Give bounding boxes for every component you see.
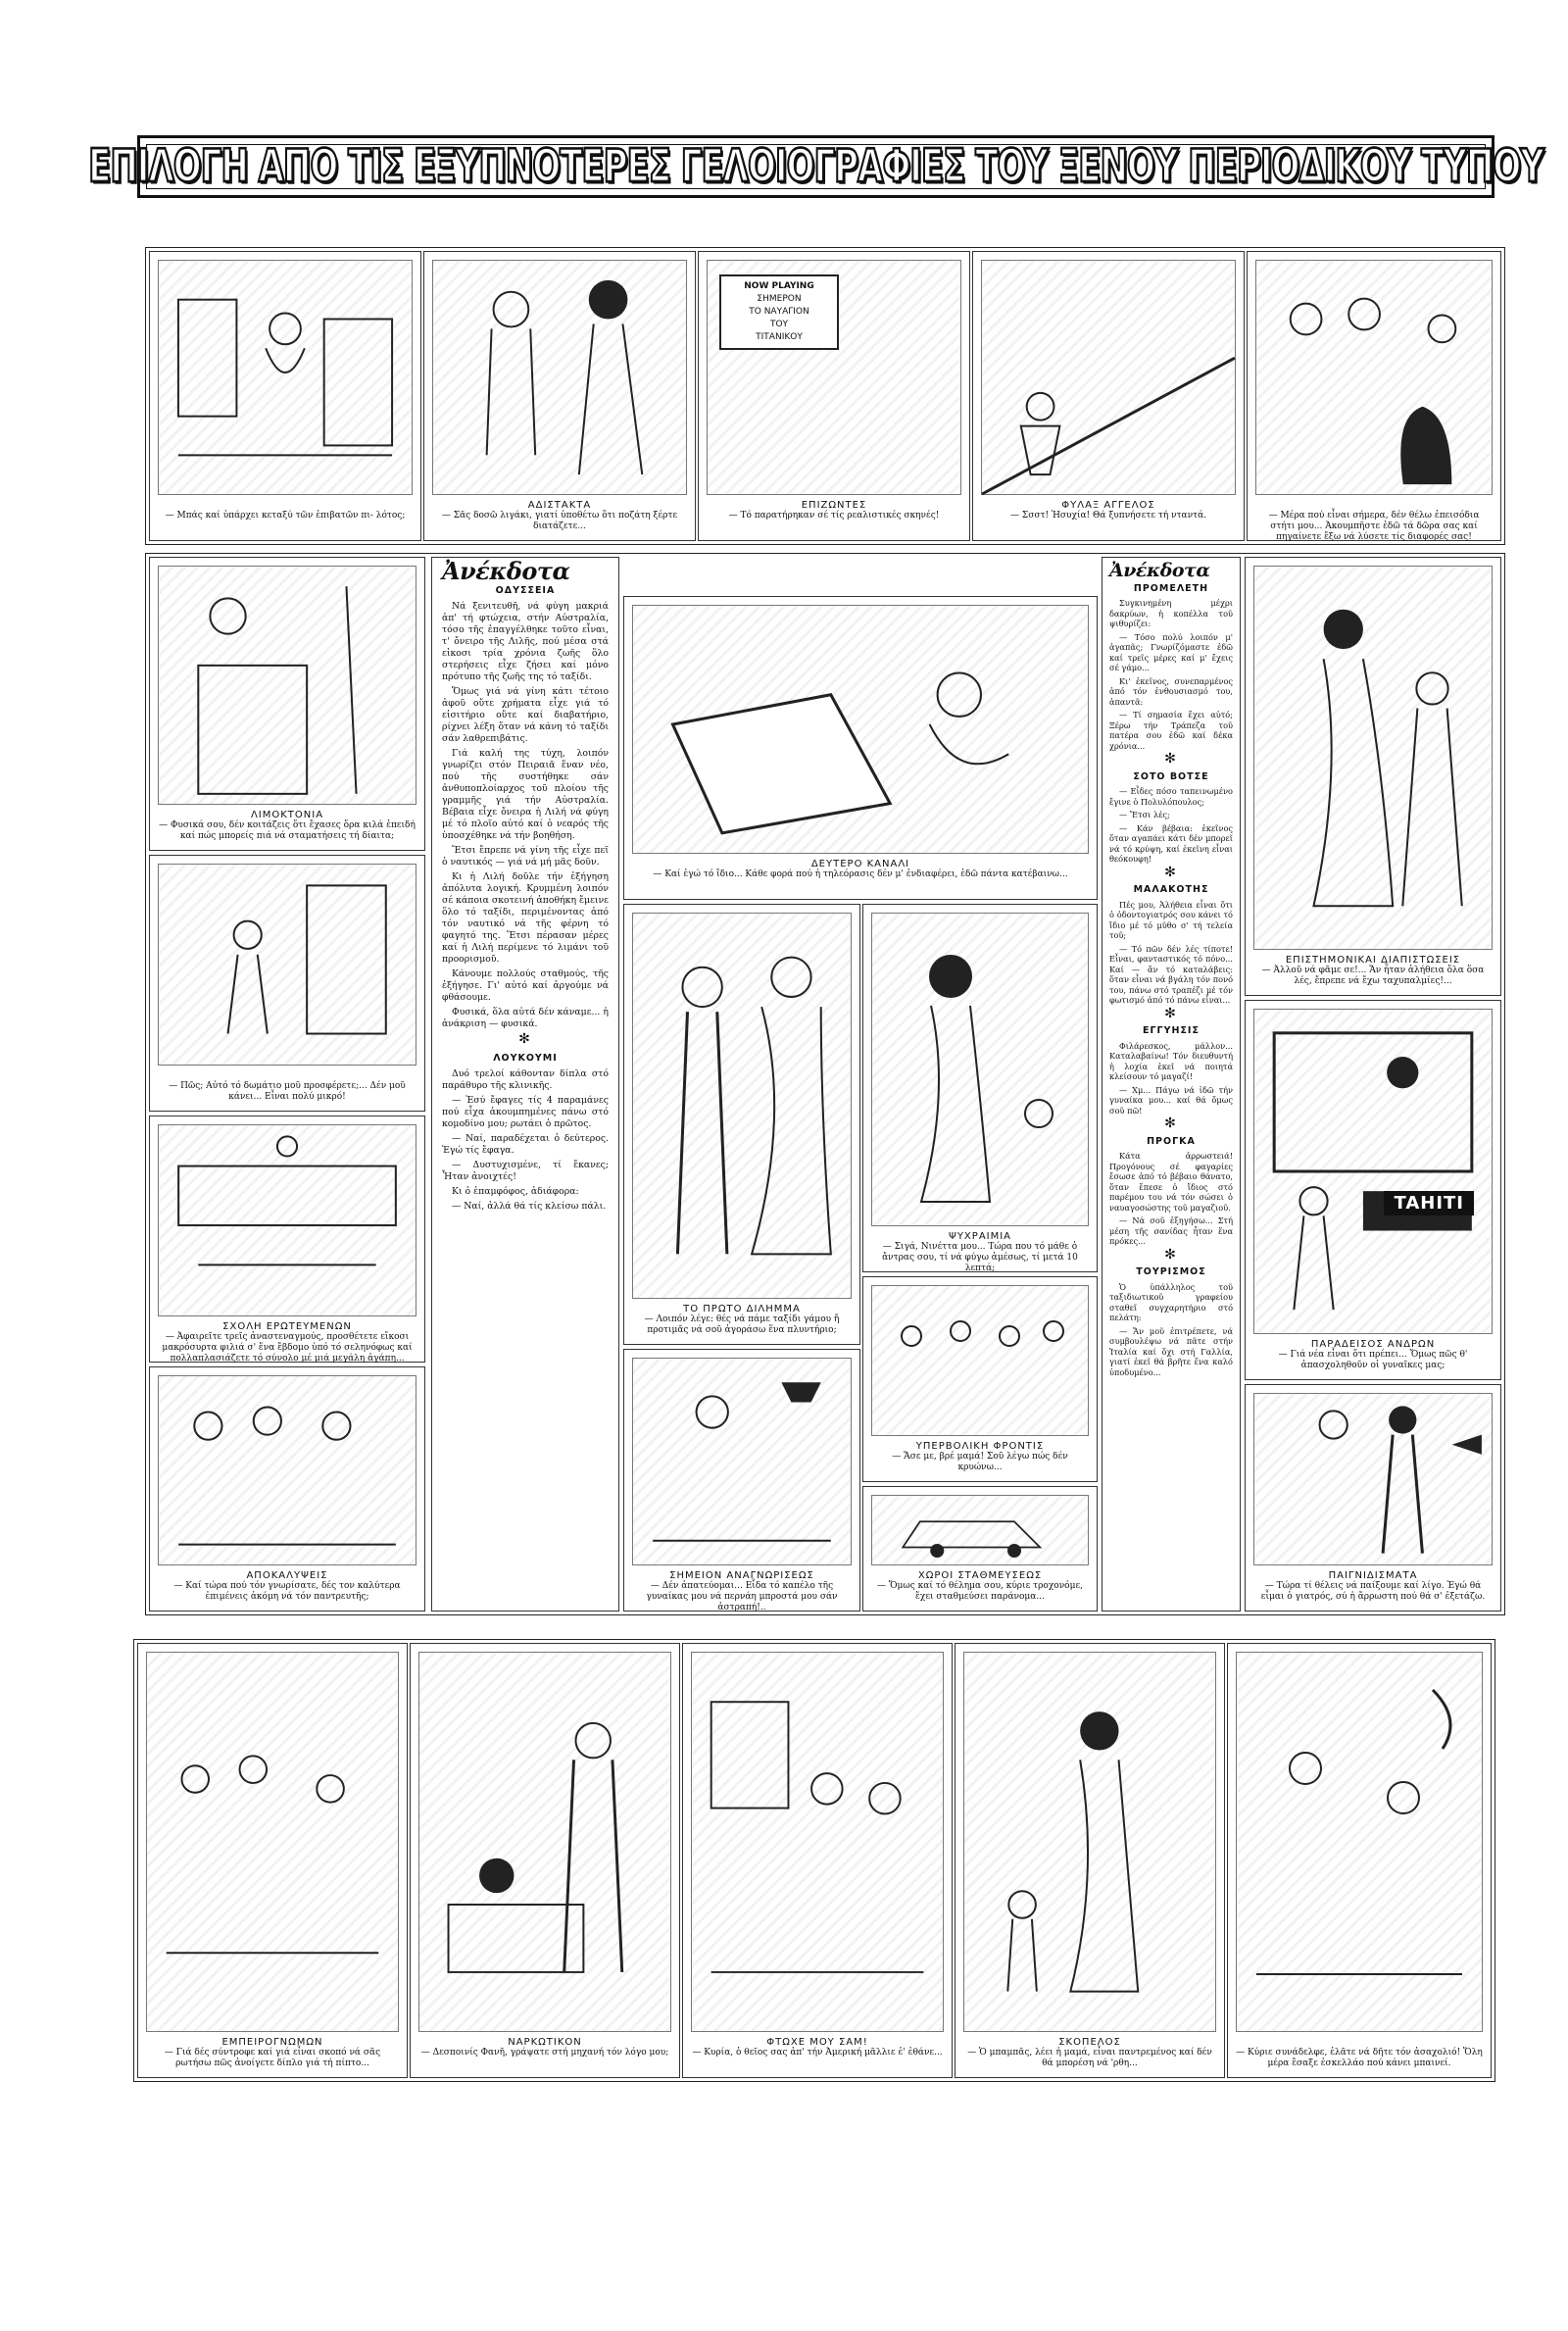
anecdotes-heading: Ἀνέκδοτα <box>442 557 570 585</box>
cartoon-top-5 <box>1247 251 1501 541</box>
story-paragraph: — Νά σοῦ ἐξηγήσω... Στή μέση τῆς σανίδας ἦταν ἕνα πρόκες... <box>1109 1215 1233 1246</box>
cartoon-caption: — Ἀλλοῦ νά φᾶμε σε!... Ἄν ἦταν ἀλήθεια ὅλα ὅσα λές, ἔπρεπε νά ἔχω ταχυπαλμίες!... <box>1261 966 1485 986</box>
story-paragraph: Συγκινημένη μέχρι δακρύων, ἡ κοπέλλα τοῦ ψιθυρίζει: <box>1109 598 1233 628</box>
cartoon-caption: — Σιγά, Νινέττα μου... Τώρα που τό μάθε ὁ ἄντρας σου, τί νά φύγω ἀμέσως, τί μετά 10 λεπτά; <box>882 1242 1078 1273</box>
sign-line-4: ΤΟΥ <box>769 320 789 329</box>
story-paragraph: Κάνουμε πολλούς σταθμούς, τῆς ἐξήγησε. Γι' αὐτό καί ἀργούμε νά φθάσουμε. <box>442 968 609 1003</box>
story-paragraph: Κι ὁ ἐπαμφόφος, ἀδιάφορα: <box>452 1186 579 1197</box>
cartoon-illustration <box>963 1652 1216 2032</box>
story-title: ΕΓΓΥΗΣΙΣ <box>1143 1025 1200 1036</box>
cartoon-illustration <box>707 260 961 495</box>
sign-line-1: NOW PLAYING <box>744 281 814 291</box>
cartoon-title: ΣΗΜΕΙΟΝ ΑΝΑΓΝΩΡΙΣΕΩΣ <box>669 1570 814 1581</box>
cartoon-title: ΠΑΙΓΝΙΔΙΣΜΑΤΑ <box>1328 1570 1418 1581</box>
story-paragraph: — Τί σημασία ἔχει αὐτό; Ξέρω τήν Τράπεζα τοῦ πατέρα σου ἐδῶ καί δέκα χρόνια... <box>1109 710 1233 751</box>
cartoon-title: ΕΠΙΣΤΗΜΟΝΙΚΑΙ ΔΙΑΠΙΣΤΩΣΕΙΣ <box>1285 955 1461 966</box>
cartoon-title: ΤΟ ΠΡΩΤΟ ΔΙΛΗΜΜΑ <box>683 1304 801 1314</box>
story-paragraph: — Ναί, παραδέχεται ὁ δεύτερος. Ἐγώ τίς ἔφαγα. <box>442 1133 609 1156</box>
story-title: ΤΟΥΡΙΣΜΟΣ <box>1136 1266 1206 1277</box>
cartoon-top-2 <box>423 251 696 541</box>
cartoon-illustration <box>158 864 416 1066</box>
cartoon-caption: — Τό παρατήρηκαν σέ τίς ρεαλιστικές σκηνές! <box>728 511 940 521</box>
cartoon-caption: — Τώρα τί θέλεις νά παίξουμε καί λίγο. Ἐγώ θά εἶμαι ὁ γιατρός, σύ ἡ ἄρρωστη πού θά σ' ἐξετάζω. <box>1260 1581 1486 1602</box>
cartoon-center-mid-2 <box>862 904 1098 1272</box>
cartoon-center-bottom-2 <box>862 1486 1098 1612</box>
story-paragraph: Κάτα ἀρρωστειά! Προγόνους σέ φαγαρίες ἔσωσε ἀπό τό βέβαιο θάνατο, ὅταν ἔπεσε ὁ ἴδιος στό παρέμου του νά τόν σώσει ὁ ναυαγοσώστης τοῦ μαγαζιοῦ. <box>1109 1151 1233 1213</box>
cartoon-bottom-3 <box>682 1643 953 2078</box>
cartoon-title: ΦΤΩΧΕ ΜΟΥ ΣΑΜ! <box>766 2037 868 2048</box>
doctor-patient-drawing <box>1254 567 1492 949</box>
cartoon-caption: — Ἄσε με, βρέ μαμά! Σοῦ λέγω πώς δέν κρυώνω... <box>892 1452 1068 1472</box>
cartoon-caption: — Γιά δές σύντροφε καί γιά εἶναι σκοπό νά σᾶς ρωτήσω πῶς ἀνοίγετε δίπλο γιά τή πίπτο... <box>164 2048 381 2068</box>
cartoon-title: ΣΚΟΠΕΛΟΣ <box>1058 2037 1121 2048</box>
story-paragraph: — Δυστυχισμένε, τί ἔκανες; Ἦταν ἀνοιχτές! <box>442 1160 609 1182</box>
airplane-cabin-drawing <box>159 261 412 494</box>
ornament-divider: ✻ <box>1164 1116 1178 1131</box>
cartoon-bottom-1 <box>137 1643 408 2078</box>
story-paragraph: — Ἄν μοῦ ἐπιτρέπετε, νά συμβουλέψω νά πᾶτε στήν Ἰταλία καί ὅχι στή Γαλλία, γιατί ἐκεῖ θά βρῆτε ἕνα καλό ὑποδυμένο... <box>1109 1325 1233 1377</box>
story-paragraph: Κι' ἐκεῖνος, συνεπαρμένος ἀπό τόν ἐνθουσιασμό του, ἀπαντᾶ: <box>1109 675 1233 707</box>
cartoon-center-small <box>862 1276 1098 1482</box>
hat-lady-drawing <box>633 1359 851 1564</box>
lovers-drawing <box>872 914 1088 1225</box>
cartoon-illustration <box>691 1652 944 2032</box>
cartoon-title: ΥΠΕΡΒΟΛΙΚΗ ΦΡΟΝΤΙΣ <box>915 1441 1045 1452</box>
cartoon-caption: — Δέν ἀπατεύομαι... Εἶδα τό καπέλο τῆς γυναίκας μου νά περνάη μπροστά μου σάν ἀστραπή!.. <box>646 1581 838 1612</box>
cartoon-right-1 <box>1245 557 1501 996</box>
hotel-room-drawing <box>159 865 416 1065</box>
cartoon-title: ΑΠΟΚΑΛΥΨΕΙΣ <box>246 1570 328 1581</box>
story-paragraph: — Ναί, ἀλλά θά τίς κλείσω πάλι. <box>452 1201 607 1212</box>
cartoon-title: ΠΑΡΑΔΕΙΣΟΣ ΑΝΔΡΩΝ <box>1310 1339 1436 1350</box>
ornament-divider: ✻ <box>518 1031 532 1047</box>
cartoon-title: ΨΥΧΡΑΙΜΙΑ <box>948 1231 1012 1242</box>
cartoon-illustration <box>1253 1393 1493 1565</box>
cartoon-title: ΧΩΡΟΙ ΣΤΑΘΜΕΥΣΕΩΣ <box>917 1570 1043 1581</box>
classroom-drawing <box>159 1125 416 1315</box>
ornament-divider: ✻ <box>1164 1005 1178 1021</box>
cartoon-top-1 <box>149 251 421 541</box>
guardian-angel-drawing <box>982 261 1235 494</box>
office-people-drawing <box>147 1653 398 2031</box>
story-paragraph: Νά ξενιτευθῆ, νά φύγη μακριά ἀπ' τή φτώχεια, στήν Αὐστραλία, τόσο τῆς ἐπαγγέλθηκε τοῦτο εἶναι, τ' ὄνειρο τῆς Λιλῆς, πού μέσα στά εἰκοσι τρία χρόνια ζωῆς ὅλο στερήσεις εἶχε ζήσει καί μόνο πρότυπο τῆς ζωῆς της τό ταξίδι. <box>442 601 609 682</box>
cartoon-title: ΛΙΜΟΚΤΟΝΙΑ <box>250 810 324 820</box>
story-paragraph: Φυσικά, ὅλα αὐτά δέν κάναμε... ἡ ἀνάκριση — φυσικά. <box>442 1007 609 1029</box>
story-title: ΣΟΤΟ ΒΟΤΣΕ <box>1133 770 1209 782</box>
cartoon-title: ΦΥΛΑΞ ΑΓΓΕΛΟΣ <box>1061 500 1155 511</box>
cartoon-left-2 <box>149 855 425 1112</box>
cartoon-caption: — Κύριε συνάδελφε, ἐλᾶτε νά δῆτε τόν ἀσαχολιό! Ὅλη μέρα ἔσαξε ἐσκελλάο πού κάνει μπαινεί. <box>1236 2048 1483 2068</box>
banner-title: ΕΠΙΛΟΓΗ ΑΠΟ ΤΙΣ ΕΞΥΠΝΟΤΕΡΕΣ ΓΕΛΟΙΟΓΡΑΦΙΕΣ ΤΟΥ ΞΕΝΟΥ ΠΕΡΙΟΔΙΚΟΥ ΤΥΠΟΥ <box>88 140 1544 193</box>
cartoon-right-3 <box>1245 1384 1501 1612</box>
cartoon-illustration <box>158 566 416 805</box>
cartoon-title: ΑΔΙΣΤΑΚΤΑ <box>527 500 592 511</box>
sign-line-2: ΣΗΜΕΡΟΝ <box>757 294 802 304</box>
cartoon-title: ΕΜΠΕΙΡΟΓΝΩΜΩΝ <box>221 2037 323 2048</box>
woman-and-child-drawing <box>964 1653 1215 2031</box>
castaway-drawing <box>1254 1394 1492 1564</box>
cartoon-illustration <box>632 1358 852 1565</box>
travel-agency-drawing <box>1254 1010 1492 1333</box>
crowd-drawing <box>872 1286 1088 1435</box>
cartoon-caption: — Ἀφαιρεῖτε τρεῖς ἀναστεναγμούς, προσθέτετε εἴκοσι μακρόσυρτα φιλιά σ' ἕνα ἔβδομο ὑπό τό σεληνόφως καί πολλαπλασιάζετε τό σύνολο μέ μιά μεγάλη ἀγάπη... <box>162 1332 413 1364</box>
story-title: ΠΡΟΓΚΑ <box>1147 1135 1196 1147</box>
party-guests-drawing <box>159 1376 416 1564</box>
cartoon-illustration <box>1253 566 1493 950</box>
cartoon-caption: — Ὅμως καί τό θέλημα σου, κύριε τροχονόμε, ἔχει σταθμεύσει παράνομα... <box>877 1581 1083 1602</box>
ornament-divider: ✻ <box>1164 751 1178 767</box>
story-paragraph: — Κάν βέβαια: ἐκεῖνος ὅταν αγαπάει κάτι δέν μπορεῖ νά τό κρύψη, καί ἐκεῖνη εἶναι θεόκουφη! <box>1109 822 1233 864</box>
story-paragraph: — Τόσο πολύ λοιπόν μ' ἀγαπᾶς; Γνωρίζόμαστε ἐδῶ καί τρεῖς μέρες καί μ' ἔχεις σέ γάμο... <box>1109 631 1233 672</box>
story-paragraph: — Ἔτσι λές; <box>1119 810 1170 819</box>
cartoon-caption: — Γιά νέα εἶναι ὅτι πρέπει... Ὅμως πῶς θ' ἀπασχοληθοῦν οἱ γυναῖκες μας; <box>1278 1350 1468 1370</box>
cartoon-illustration <box>1255 260 1493 495</box>
cartoon-illustration <box>981 260 1236 495</box>
cartoon-caption: — Μέρα πού εἶναι σήμερα, δέν θέλω ἐπεισόδια στήτι μου... Ἀκουμπῆστε ἐδῶ τά δῶρα σας καί πηγαίνετε ἔξω νά λύσετε τίς διαφορές σας! <box>1268 511 1480 542</box>
anecdotes-heading: Ἀνέκδοτα <box>1109 560 1210 581</box>
story-title: ΛΟΥΚΟΥΜΙ <box>493 1053 558 1064</box>
cartoon-illustration <box>632 605 1089 854</box>
story-paragraph: Ὁ ὑπάλληλος τοῦ ταξιδιωτικοῦ γραφείου σταθεῖ συγχαρητήριο στό πελάτη: <box>1109 1281 1233 1322</box>
cartoon-caption: — Καί τώρα πού τόν γνωρίσατε, δές τον καλύτερα ἐπιμένεις ἀκόμη νά τόν παντρευτῆς; <box>173 1581 401 1602</box>
cartoon-illustration <box>158 1375 416 1565</box>
manhole-tv-drawing <box>633 606 1088 853</box>
cartoon-caption: — Κυρία, ὁ θεῖος σας ἀπ' τήν Ἀμερική μᾶλλιε ἐ' ἐθάνε... <box>692 2048 943 2058</box>
cartoon-right-2 <box>1245 1000 1501 1380</box>
ornament-divider: ✻ <box>1164 1246 1178 1263</box>
cartoon-caption: — Δεσποινίς Φανῆ, γράψατε στή μηχανή τόν λόγο μου; <box>420 2048 669 2058</box>
story-title: ΠΡΟΜΕΛΕΤΗ <box>1133 582 1209 594</box>
couple-drawing <box>433 261 686 494</box>
story-paragraph: Κι ἡ Λιλή δοῦλε τήν ἐξήγηση ἀπόλυτα λογική. Κρυμμένη λοιπόν σέ κάποια σκοτεινή ἀποθήκη ἔμεινε ὅλο τό ταξίδι, περιμένοντας ἀπό τόν ναυτικό νά τῆς φέρνη τό φαγητό της. Ἔτσι πέρασαν μέρες καί ἡ Λιλή περίμενε τό λιμάνι τοῦ προορισμοῦ. <box>442 871 609 965</box>
cartoon-caption: — Ὁ μπαμπᾶς, λέει ἡ μαμά, εἶναι παντρεμένος καί δέν θά μπορέση νά 'ρθη... <box>967 2048 1212 2068</box>
cartoon-title: ΣΧΟΛΗ ΕΡΩΤΕΥΜΕΝΩΝ <box>222 1321 352 1332</box>
banner <box>88 135 1544 198</box>
parked-car-drawing <box>872 1496 1088 1564</box>
cartoon-illustration <box>871 913 1089 1226</box>
cartoon-caption: — Φυσικά σου, δέν κοιτάζεις ὅτι ἔχασες ὅρα κιλά ἐπειδή καί πώς μπορείς πιά νά σταματήσεις τή δίαιτα; <box>159 820 416 841</box>
cartoon-illustration <box>1236 1652 1483 2032</box>
men-with-gifts-drawing <box>1256 261 1492 494</box>
sign-line-3: ΤΟ ΝΑΥΑΓΙΟΝ <box>749 307 809 317</box>
cartoon-title: ΔΕΥΤΕΡΟ ΚΑΝΑΛΙ <box>810 859 910 869</box>
cartoon-left-3 <box>149 1116 425 1363</box>
story-paragraph: — Τό πῶν δέν λές τίποτε! Εἶναι, φανταστικός τό πόνο... Καί — ἄν τό καταλάβεις: ὅταν εἶναι νά βγάλη τόν πονό του, πάνω στό τραπέζι μέ τόν φωτισμό ἀπό τό πάνω εἶναι... <box>1109 943 1233 1005</box>
cartoon-bottom-4 <box>955 1643 1225 2078</box>
story-paragraph: Ὅμως γιά νά γίνη κάτι τέτοιο ἀφοῦ οὔτε χρήματα εἶχε γιά τό εἰσιτήριο οὔτε καί διαβατήριο, ρίχνει λέξη ὅταν νά κάνη τό ταξίδι σάν λαθρεπιβάτις. <box>442 686 609 744</box>
cartoon-bottom-2 <box>410 1643 680 2078</box>
secretary-drawing <box>419 1653 670 2031</box>
story-paragraph: Γιά καλή της τύχη, λοιπόν γνωρίζει στόν Πειραιᾶ ἕναν νέο, πού τῆς συστήθηκε σάν ἀνθυποπλοίαρχος τοῦ πλοίου τῆς γραμμῆς γιά τήν Αὐστραλία. Βέβαια εἶχε ὄνειρα ἡ Λιλή νά φύγη μέ τό πλοῖο αὐτό καί ὁ νεαρός τῆς ὑποσχέθηκε νά τήν βοηθήση. <box>442 748 609 841</box>
story-paragraph: Δυό τρελοί κάθονταν δίπλα στό παράθυρο τῆς κλινικῆς. <box>442 1068 609 1091</box>
cartoon-illustration <box>146 1652 399 2032</box>
cartoon-illustration <box>418 1652 671 2032</box>
uncle-sam-drawing <box>692 1653 943 2031</box>
cartoon-top-4 <box>972 251 1245 541</box>
cartoon-center-bottom-1 <box>623 1349 860 1612</box>
cartoon-illustration <box>632 913 852 1299</box>
cartoon-top-3 <box>698 251 970 541</box>
anecdotes-left-column <box>431 557 619 1612</box>
cartoon-center-mid-1 <box>623 904 860 1345</box>
cartoon-caption: — Σᾶς δοσῶ λιγάκι, γιατί ὑποθέτω ὅτι ποζάτη ξέρτε διατάζετε... <box>441 511 678 531</box>
cartoon-left-4 <box>149 1366 425 1612</box>
wedding-couple-drawing <box>633 914 851 1298</box>
tahiti-sign: TAHITI <box>1384 1191 1474 1215</box>
story-paragraph: — Χμ... Πάγω νά ἰδῶ τήν γυναίκα μου... καί θά ὅμως σοῦ πῶ! <box>1109 1084 1233 1116</box>
story-title: ΜΑΛΑΚΟΤΗΣ <box>1133 884 1209 895</box>
story-paragraph: — Ἐσύ ἔφαγες τίς 4 παραμάνες πού εἶχα ἀκουμπημένες πάνω στό κομοδίνο μου; ρωτάει ὁ πρῶτος. <box>442 1095 609 1129</box>
cartoon-illustration <box>1253 1009 1493 1334</box>
story-paragraph: Φιλάρεσκος, μάλλον... Καταλαβαίνω! Τόν διευθυντή ἡ λοχία ἐκεῖ νά ποιητά κλείσουν τό μαγαζί! <box>1109 1040 1233 1081</box>
cartoon-caption: — Μπάς καί ὑπάρχει κεταξύ τῶν ἐπιβατῶν πι- λότος; <box>165 511 406 521</box>
story-paragraph: — Εἶδες πόσο ταπεινωμένο ἔγινε ὁ Πολυλόπουλος; <box>1109 786 1233 807</box>
cartoon-illustration <box>432 260 687 495</box>
cartoon-title: ΝΑΡΚΩΤΙΚΟΝ <box>508 2037 582 2048</box>
ornament-divider: ✻ <box>1164 864 1178 880</box>
cartoon-caption: — Πῶς; Αὐτό τό δωμάτιο μοῦ προσφέρετε;... Δέν μοῦ κάνει... Εἶναι πολύ μικρό! <box>169 1081 406 1102</box>
sign-line-5: ΤΙΤΑΝΙΚΟΥ <box>756 332 803 342</box>
cartoon-illustration <box>158 260 413 495</box>
cartoon-left-1 <box>149 557 425 851</box>
story-paragraph: Ἔτσι ἔπρεπε νά γίνη τῆς εἶχε πεῖ ὁ ναυτικός — γιά νά μή μᾶς δοῦν. <box>442 845 609 868</box>
theater-sign <box>719 274 839 350</box>
anecdotes-right-column <box>1102 557 1241 1612</box>
cartoon-caption: — Σσστ! Ἡσυχία! Θά ξυπνήσετε τή νταντά. <box>1009 511 1207 521</box>
cartoon-bottom-5 <box>1227 1643 1492 2078</box>
cartoon-illustration <box>871 1495 1089 1565</box>
cartoon-caption: — Λοιπόν λέγε: θές νά πάμε ταξίδι γάμου ἤ προτιμᾶς νά σοῦ ἀγοράσω ἕνα πλυντήριο; <box>644 1314 840 1335</box>
story-paragraph: Πές μου, Ἀλήθεια εἶναι ὅτι ὁ ὀδοντογιατρός σου κάνει τό ἴδιο μέ τό μῦθο σ' τή τελεία τοῦ; <box>1109 899 1233 940</box>
doctors-drawing <box>1237 1653 1482 2031</box>
cartoon-center-top <box>623 596 1098 900</box>
cartoon-illustration <box>158 1124 416 1316</box>
cartoon-caption: — Καί ἐγώ τό ἴδιο... Κάθε φορά πού ἡ τηλεόρασις δέν μ' ἐνδιαφέρει, ἐδῶ πάντα κατέβαινω... <box>653 869 1068 879</box>
story-title: ΟΔΥΣΣΕΙΑ <box>495 585 556 596</box>
cartoon-title: ΕΠΙΖΩΝΤΕΣ <box>801 500 867 511</box>
refrigerator-drawing <box>159 567 416 804</box>
cartoon-illustration <box>871 1285 1089 1436</box>
